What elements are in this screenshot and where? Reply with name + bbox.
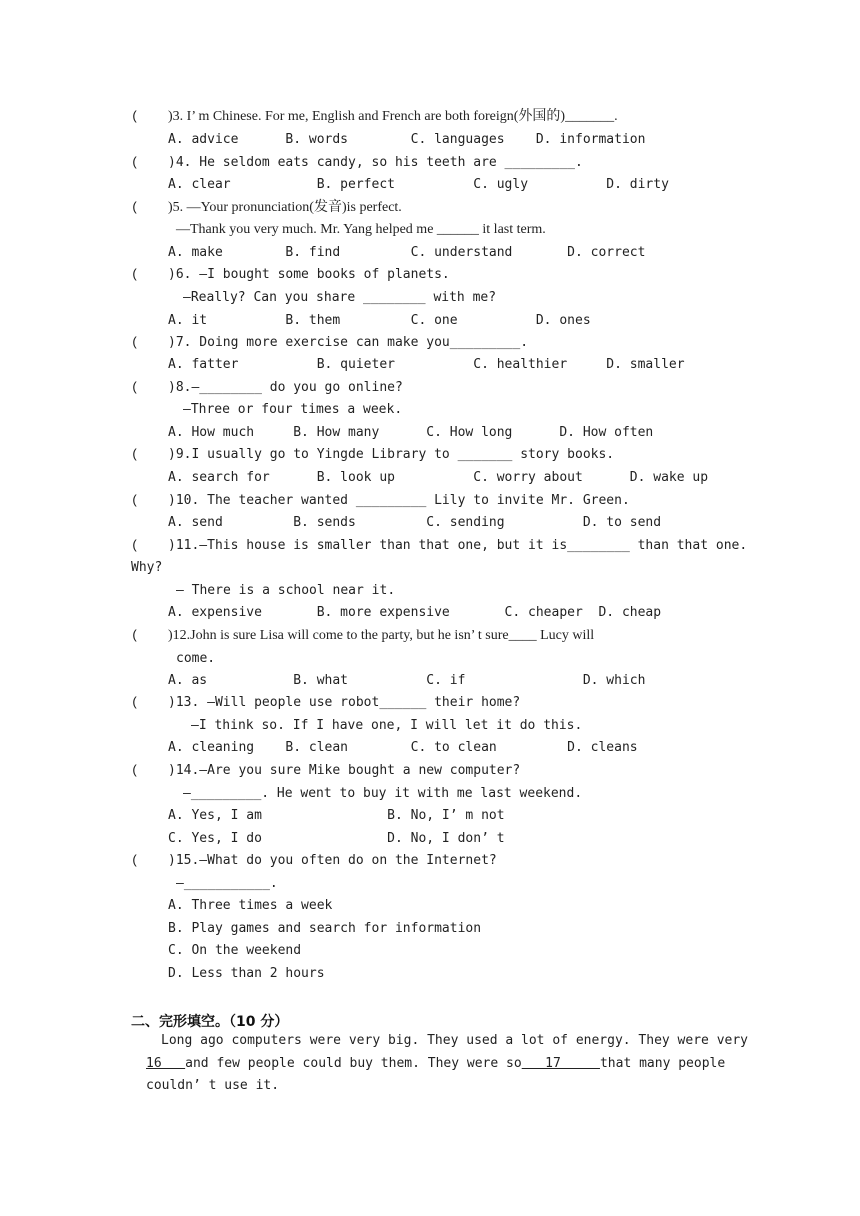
question-paren: ( — [131, 493, 139, 508]
question-7-options: A. fatter B. quieter C. healthier D. smaller — [168, 357, 685, 372]
question-5-reply: —Thank you very much. Mr. Yang helped me ______ it last term. — [176, 222, 546, 237]
question-15-option-c: C. On the weekend — [168, 943, 302, 958]
question-8-options: A. How much B. How many C. How long D. How often — [168, 425, 654, 440]
question-paren: ( — [131, 200, 139, 215]
question-15-option-d: D. Less than 2 hours — [168, 966, 325, 981]
cloze-paragraph-line2 — [146, 1056, 725, 1072]
question-paren: ( — [131, 695, 139, 710]
question-3-options: A. advice B. words C. languages D. information — [168, 132, 646, 147]
question-13-stem: )13. —Will people use robot______ their home? — [168, 695, 521, 710]
question-paren: ( — [131, 628, 139, 643]
question-15-option-b: B. Play games and search for information — [168, 921, 482, 936]
question-6-options: A. it B. them C. one D. ones — [168, 313, 591, 328]
question-12-stem: )12.John is sure Lisa will come to the party, but he isn’ t sure____ Lucy will — [168, 628, 595, 643]
cloze-paragraph-line1: Long ago computers were very big. They used a lot of energy. They were very — [161, 1033, 748, 1048]
blank-16[interactable]: 16 — [146, 1056, 186, 1071]
question-15-stem: )15.—What do you often do on the Internet? — [168, 853, 497, 868]
question-11-reply: — There is a school near it. — [176, 583, 396, 598]
question-14-stem: )14.—Are you sure Mike bought a new computer? — [168, 763, 521, 778]
cloze-text: and few people could buy them. They were so — [185, 1056, 522, 1071]
question-13-options: A. cleaning B. clean C. to clean D. cleans — [168, 740, 638, 755]
question-15-option-a: A. Three times a week — [168, 898, 333, 913]
question-paren: ( — [131, 538, 139, 553]
question-6-reply: —Really? Can you share ________ with me? — [183, 290, 497, 305]
question-11-stem: )11.—This house is smaller than that one, but it is________ than that one. — [168, 538, 748, 553]
question-7-stem: )7. Doing more exercise can make you_________. — [168, 335, 529, 350]
question-paren: ( — [131, 380, 139, 395]
question-13-reply: —I think so. If I have one, I will let it do this. — [191, 718, 583, 733]
question-paren: ( — [131, 155, 139, 170]
question-14-reply: —_________. He went to buy it with me last weekend. — [183, 786, 583, 801]
section-title: 二、完形填空。（10 分） — [131, 1014, 289, 1030]
cloze-text: that many people — [599, 1056, 726, 1071]
question-paren: ( — [131, 267, 139, 282]
question-6-stem: )6. —I bought some books of planets. — [168, 267, 450, 282]
question-10-stem: )10. The teacher wanted _________ Lily to invite Mr. Green. — [168, 493, 630, 508]
question-14-options-row2: C. Yes, I do D. No, I don’ t — [168, 831, 505, 846]
question-8-reply: —Three or four times a week. — [183, 402, 403, 417]
question-paren: ( — [131, 763, 139, 778]
question-3-stem: )3. I’ m Chinese. For me, English and French are both foreign(外国的)_______. — [168, 109, 618, 124]
question-4-options: A. clear B. perfect C. ugly D. dirty — [168, 177, 669, 192]
question-9-stem: )9.I usually go to Yingde Library to _______ story books. — [168, 447, 615, 462]
question-5-stem: )5. —Your pronunciation(发音)is perfect. — [168, 200, 402, 215]
question-11-options: A. expensive B. more expensive C. cheaper D. cheap — [168, 605, 662, 620]
question-paren: ( — [131, 853, 139, 868]
question-5-options: A. make B. find C. understand D. correct — [168, 245, 646, 260]
question-10-options: A. send B. sends C. sending D. to send — [168, 515, 662, 530]
question-11-wrap: Why? — [131, 560, 163, 575]
question-paren: ( — [131, 109, 139, 124]
question-14-options-row1: A. Yes, I am B. No, I’ m not — [168, 808, 505, 823]
question-paren: ( — [131, 335, 139, 350]
cloze-paragraph-line3: couldn’ t use it. — [146, 1078, 280, 1093]
blank-17[interactable]: 17 — [521, 1056, 600, 1071]
question-4-stem: )4. He seldom eats candy, so his teeth are _________. — [168, 155, 583, 170]
question-12-wrap: come. — [176, 651, 216, 666]
question-paren: ( — [131, 447, 139, 462]
question-15-reply: —___________. — [176, 876, 278, 891]
question-8-stem: )8.—________ do you go online? — [168, 380, 403, 395]
question-12-options: A. as B. what C. if D. which — [168, 673, 646, 688]
question-9-options: A. search for B. look up C. worry about D. wake up — [168, 470, 709, 485]
